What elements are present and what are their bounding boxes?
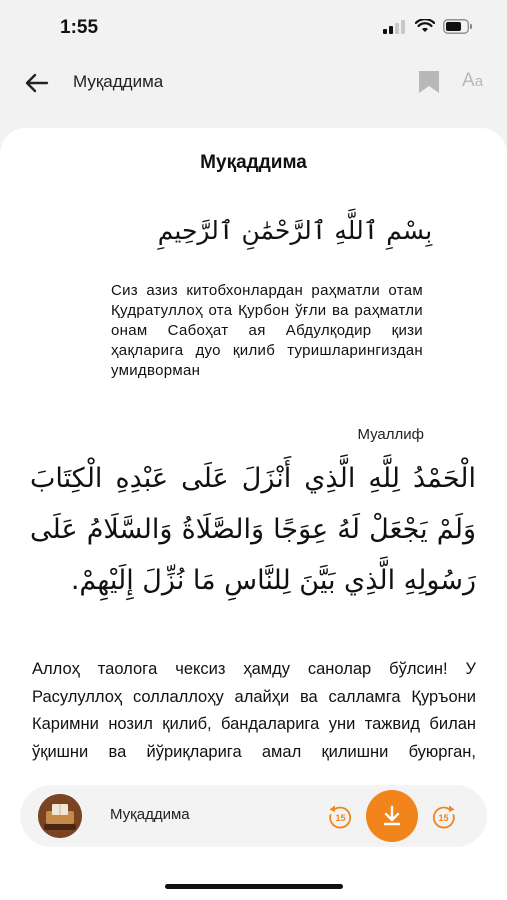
home-indicator[interactable]	[165, 884, 343, 889]
header-bar	[0, 56, 507, 110]
mini-player[interactable]	[20, 785, 487, 847]
body-text: Аллоҳ таологa чексиз ҳамду санолар бўлсин! У Расулуллоҳ соллаллоҳу алайҳи ва салламга Қуръони Каримни нозил қилиб, бандаларига уни тажвид билан ўқишни ва йўриқларига амал қилишни буюрган,	[32, 660, 476, 761]
forward-15-button[interactable]	[431, 804, 457, 830]
font-size-button[interactable]	[462, 70, 483, 92]
status-time: 1:55	[60, 17, 99, 38]
basmala-text: بِسْمِ ٱللَّهِ ٱلرَّحْمَٰنِ ٱلرَّحِيمِ	[157, 216, 433, 245]
album-art-image	[38, 794, 82, 838]
dedication-text: Сиз азиз китобхонлардан раҳматли отам Қудратуллоҳ ота Қурбон ўғли ва раҳматли онам Сабоҳат ая Абдулқодир қизи ҳақларига дуо қилиб туришларингиздан умидворман	[111, 282, 423, 379]
back-button[interactable]	[22, 68, 52, 98]
arabic-verse-text: الْحَمْدُ لِلَّهِ الَّذِي أَنْزَلَ عَلَى عَبْدِهِ الْكِتَابَ وَلَمْ يَجْعَلْ لَهُ عِوَجًا وَالصَّلَاةُ وَالسَّلَامُ عَلَى رَسُولِهِ الَّذِي بَيَّنَ لِلنَّاسِ مَا نُزِّلَ إِلَيْهِمْ.	[30, 463, 476, 596]
rewind-15-icon	[327, 804, 353, 830]
status-icons	[383, 19, 473, 34]
album-art[interactable]	[38, 794, 82, 838]
bookmark-button[interactable]	[417, 69, 441, 95]
player-track-title: Муқаддима	[110, 806, 190, 823]
battery-icon	[443, 19, 473, 34]
header-title: Муқаддима	[73, 72, 164, 91]
rewind-seconds-label: 15	[335, 813, 346, 823]
status-bar	[0, 0, 507, 56]
download-button[interactable]	[366, 790, 418, 842]
author-label: Муаллиф	[357, 426, 424, 443]
arrow-left-icon	[22, 68, 52, 98]
forward-seconds-label: 15	[438, 813, 449, 823]
font-size-icon: Aa	[462, 70, 484, 91]
wifi-icon	[415, 19, 435, 34]
download-icon	[380, 804, 404, 828]
bookmark-icon	[417, 69, 441, 95]
rewind-15-button[interactable]	[327, 804, 353, 830]
document-title: Муқаддима	[200, 152, 307, 173]
forward-15-icon	[431, 804, 457, 830]
signal-icon	[383, 20, 407, 34]
